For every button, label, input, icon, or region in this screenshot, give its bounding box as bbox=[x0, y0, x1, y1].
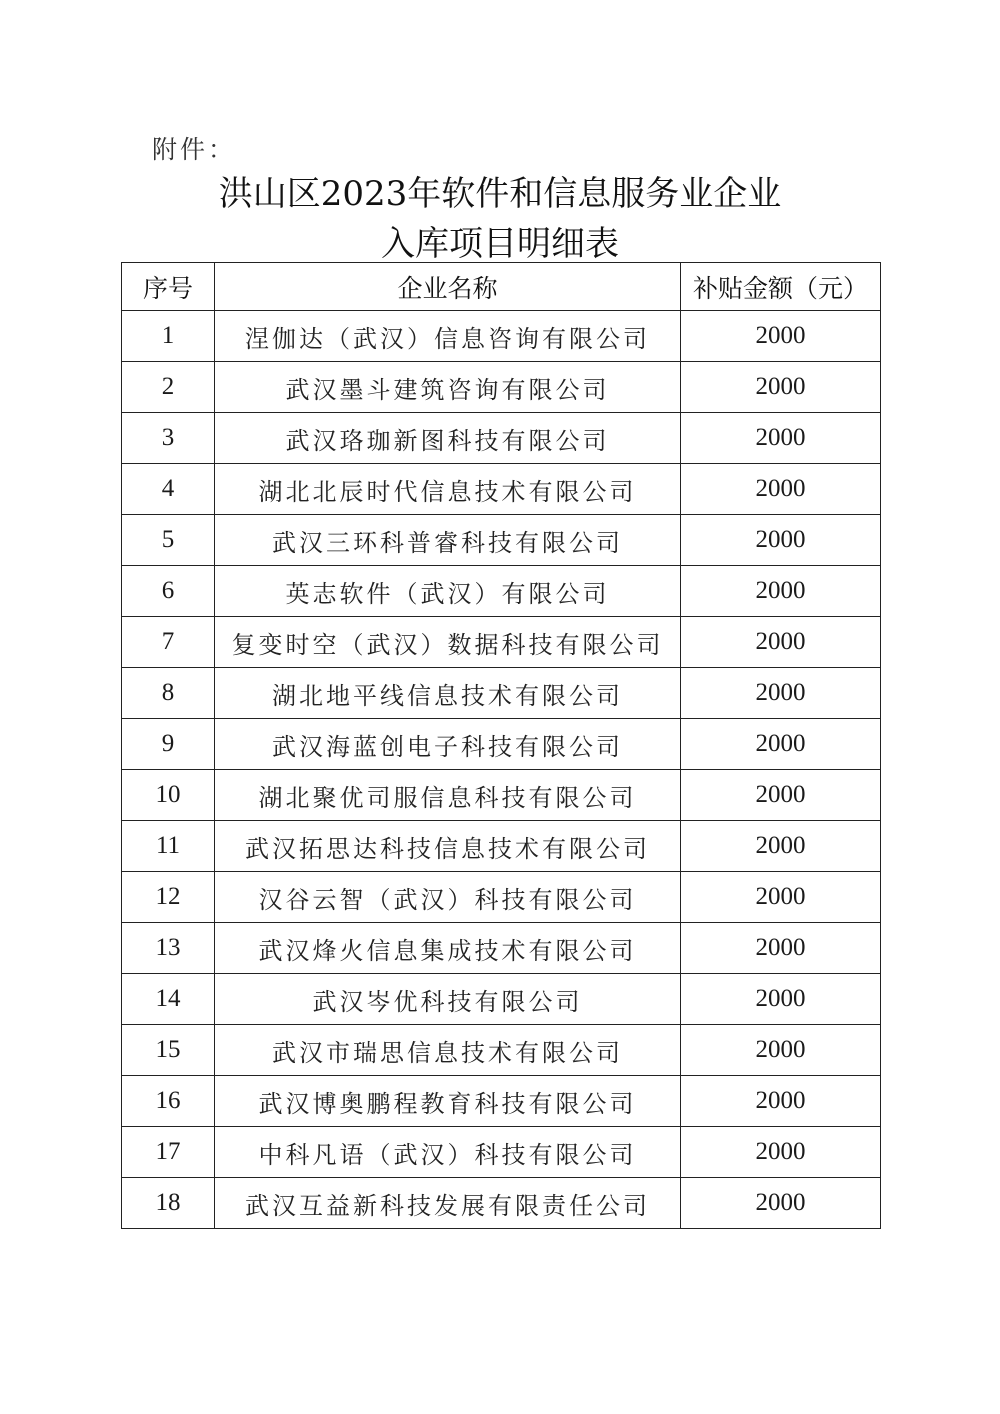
row-subsidy-amount: 2000 bbox=[681, 770, 881, 821]
row-company-name: 武汉岑优科技有限公司 bbox=[215, 974, 681, 1025]
row-subsidy-amount: 2000 bbox=[681, 974, 881, 1025]
row-company-name: 湖北北辰时代信息技术有限公司 bbox=[215, 464, 681, 515]
row-company-name: 复变时空（武汉）数据科技有限公司 bbox=[215, 617, 681, 668]
table-row bbox=[122, 515, 881, 566]
table-row bbox=[122, 1076, 881, 1127]
table-header-row bbox=[122, 263, 881, 311]
row-subsidy-amount: 2000 bbox=[681, 1127, 881, 1178]
row-index: 3 bbox=[122, 413, 215, 464]
header-index: 序号 bbox=[122, 263, 215, 311]
table-row bbox=[122, 464, 881, 515]
row-index: 13 bbox=[122, 923, 215, 974]
table-row bbox=[122, 1178, 881, 1229]
row-index: 8 bbox=[122, 668, 215, 719]
row-index: 14 bbox=[122, 974, 215, 1025]
row-index: 16 bbox=[122, 1076, 215, 1127]
row-index: 10 bbox=[122, 770, 215, 821]
row-index: 5 bbox=[122, 515, 215, 566]
row-subsidy-amount: 2000 bbox=[681, 311, 881, 362]
row-company-name: 武汉珞珈新图科技有限公司 bbox=[215, 413, 681, 464]
row-index: 9 bbox=[122, 719, 215, 770]
row-index: 17 bbox=[122, 1127, 215, 1178]
table-row bbox=[122, 770, 881, 821]
header-name: 企业名称 bbox=[215, 263, 681, 311]
row-index: 15 bbox=[122, 1025, 215, 1076]
row-subsidy-amount: 2000 bbox=[681, 872, 881, 923]
row-company-name: 汉谷云智（武汉）科技有限公司 bbox=[215, 872, 681, 923]
table-row bbox=[122, 974, 881, 1025]
row-subsidy-amount: 2000 bbox=[681, 566, 881, 617]
row-index: 2 bbox=[122, 362, 215, 413]
row-company-name: 涅伽达（武汉）信息咨询有限公司 bbox=[215, 311, 681, 362]
document-title-line1 bbox=[0, 170, 1000, 218]
row-subsidy-amount: 2000 bbox=[681, 362, 881, 413]
row-index: 11 bbox=[122, 821, 215, 872]
row-subsidy-amount: 2000 bbox=[681, 413, 881, 464]
row-company-name: 武汉互益新科技发展有限责任公司 bbox=[215, 1178, 681, 1229]
attachment-label: 附件： bbox=[152, 135, 237, 164]
row-index: 7 bbox=[122, 617, 215, 668]
row-company-name: 武汉三环科普睿科技有限公司 bbox=[215, 515, 681, 566]
row-subsidy-amount: 2000 bbox=[681, 464, 881, 515]
enterprise-table bbox=[121, 262, 881, 1229]
table-row bbox=[122, 413, 881, 464]
title-prefix: 洪山区 bbox=[218, 174, 321, 214]
row-company-name: 中科凡语（武汉）科技有限公司 bbox=[215, 1127, 681, 1178]
row-company-name: 湖北地平线信息技术有限公司 bbox=[215, 668, 681, 719]
row-index: 6 bbox=[122, 566, 215, 617]
title-suffix: 年软件和信息服务业企业 bbox=[407, 174, 782, 214]
table-row bbox=[122, 923, 881, 974]
title-year: 2023 bbox=[320, 174, 408, 214]
table-row bbox=[122, 872, 881, 923]
row-subsidy-amount: 2000 bbox=[681, 1076, 881, 1127]
table-body bbox=[122, 311, 881, 1229]
row-index: 12 bbox=[122, 872, 215, 923]
row-company-name: 湖北聚优司服信息科技有限公司 bbox=[215, 770, 681, 821]
row-subsidy-amount: 2000 bbox=[681, 617, 881, 668]
row-subsidy-amount: 2000 bbox=[681, 821, 881, 872]
row-company-name: 武汉墨斗建筑咨询有限公司 bbox=[215, 362, 681, 413]
table-row bbox=[122, 1025, 881, 1076]
row-company-name: 武汉拓思达科技信息技术有限公司 bbox=[215, 821, 681, 872]
table-row bbox=[122, 617, 881, 668]
table-row bbox=[122, 1127, 881, 1178]
table-row bbox=[122, 719, 881, 770]
row-subsidy-amount: 2000 bbox=[681, 719, 881, 770]
row-index: 1 bbox=[122, 311, 215, 362]
header-amount: 补贴金额（元） bbox=[681, 263, 881, 311]
row-company-name: 武汉烽火信息集成技术有限公司 bbox=[215, 923, 681, 974]
row-company-name: 武汉博奥鹏程教育科技有限公司 bbox=[215, 1076, 681, 1127]
row-company-name: 英志软件（武汉）有限公司 bbox=[215, 566, 681, 617]
row-subsidy-amount: 2000 bbox=[681, 1025, 881, 1076]
row-subsidy-amount: 2000 bbox=[681, 923, 881, 974]
table-row bbox=[122, 362, 881, 413]
table-row bbox=[122, 668, 881, 719]
row-company-name: 武汉海蓝创电子科技有限公司 bbox=[215, 719, 681, 770]
row-subsidy-amount: 2000 bbox=[681, 1178, 881, 1229]
row-subsidy-amount: 2000 bbox=[681, 668, 881, 719]
table-row bbox=[122, 821, 881, 872]
document-title-line2: 入库项目明细表 bbox=[381, 224, 619, 264]
row-index: 4 bbox=[122, 464, 215, 515]
table-row bbox=[122, 311, 881, 362]
row-subsidy-amount: 2000 bbox=[681, 515, 881, 566]
row-index: 18 bbox=[122, 1178, 215, 1229]
row-company-name: 武汉市瑞思信息技术有限公司 bbox=[215, 1025, 681, 1076]
table-row bbox=[122, 566, 881, 617]
